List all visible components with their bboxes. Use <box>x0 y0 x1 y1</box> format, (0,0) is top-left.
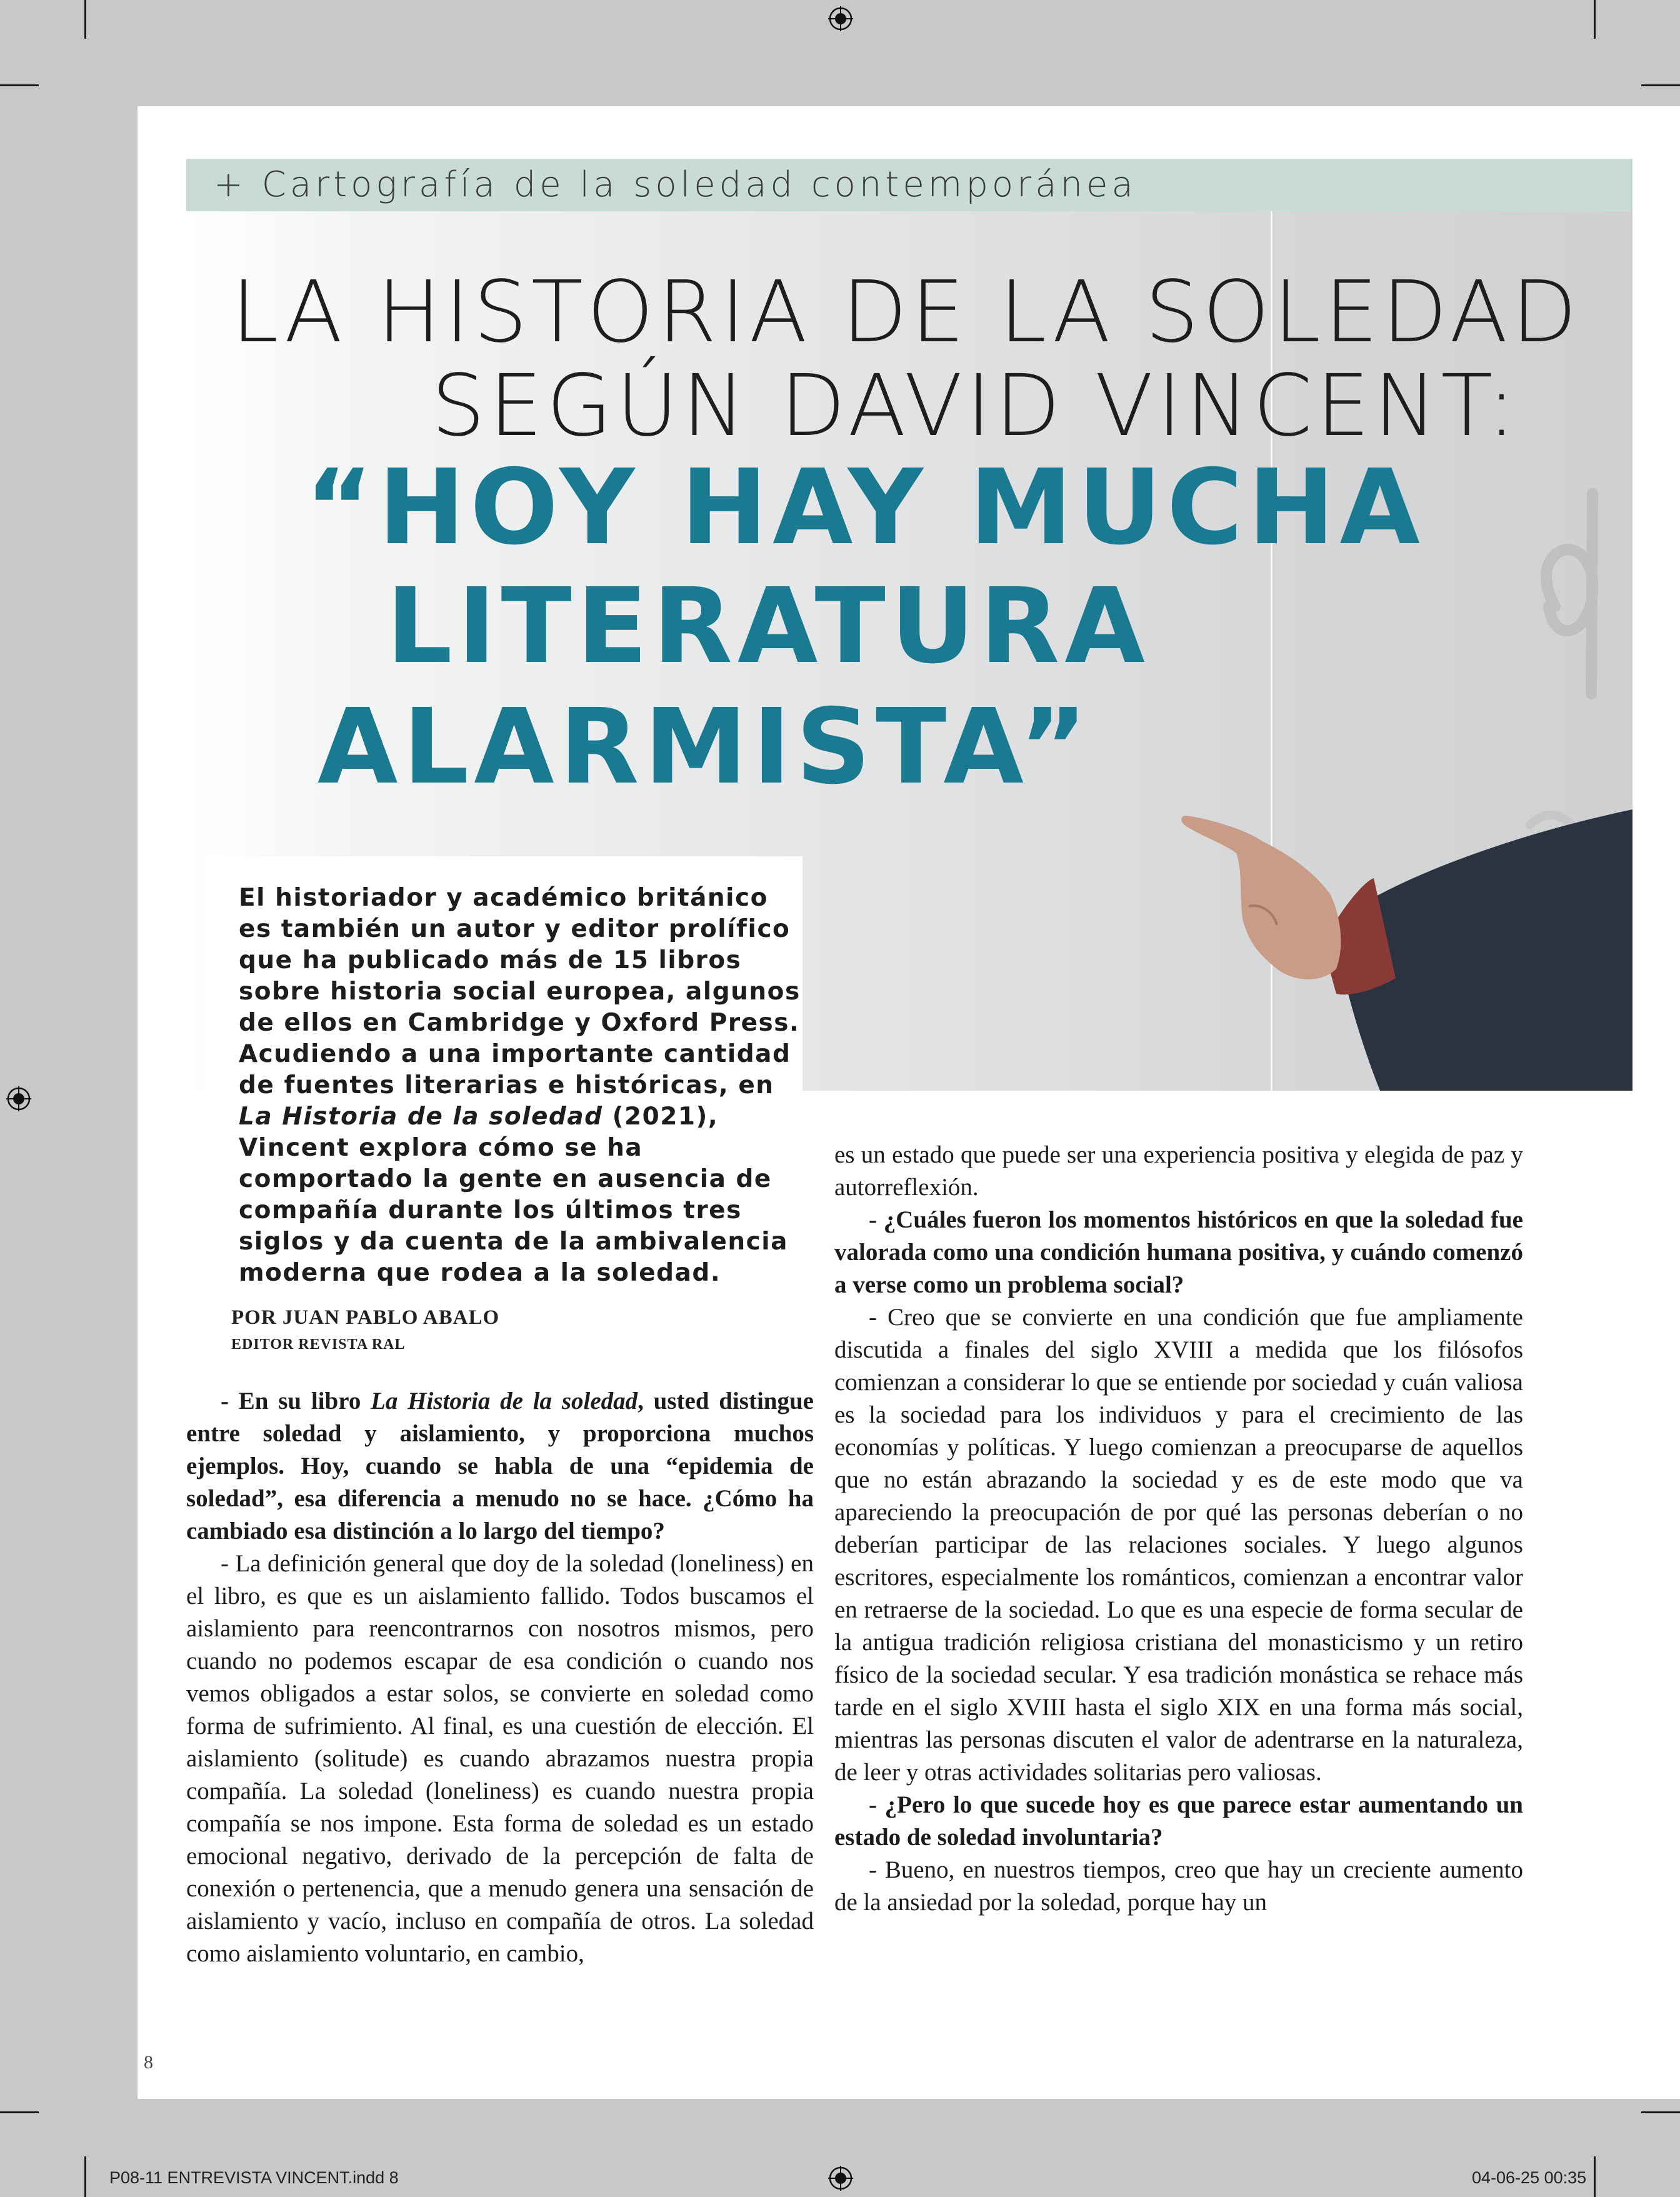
section-header: + Cartografía de la soledad contemporánea <box>186 159 1632 211</box>
page-number: 8 <box>144 2052 153 2073</box>
answer-1-continued: es un estado que puede ser una experiencia positiva y elegida de paz y autorreflexión. <box>834 1141 1523 1201</box>
crop-mark <box>0 2111 39 2113</box>
slug-date: 04-06-25 00:35 <box>1472 2168 1587 2187</box>
question-2: - ¿Cuáles fueron los momentos históricos en que la soledad fue valorada como una condición humana positiva, y cuándo comenzó a verse como un problema social? <box>834 1206 1523 1298</box>
crop-mark <box>84 2156 86 2197</box>
headline-line-2: SEGÚN DAVID VINCENT: <box>431 357 1520 456</box>
crop-mark <box>1594 0 1596 39</box>
magazine-page <box>138 106 1680 2099</box>
registration-mark-icon <box>828 6 853 31</box>
question-3: - ¿Pero lo que sucede hoy es que parece estar aumentando un estado de soledad involuntaria? <box>834 1791 1523 1851</box>
crop-mark <box>1641 2111 1680 2113</box>
answer-1: - La definición general que doy de la soledad (loneliness) en el libro, es que es un aislamiento fallido. Todos buscamos el aislamiento para reencontrarnos con nosotros mismos, pero cuando no podemos escapar de esa condición o cuando nos vemos obligados a estar solos, se convierte en soledad como forma de sufrimiento. Al final, es una cuestión de elección. El aislamiento (solitude) es cuando abrazamos nuestra propia compañía. La soledad (loneliness) es cuando nuestra propia compañía se nos impone. Esta forma de soledad es un estado emocional negativo, derivado de la percepción de falta de conexión o pertenencia, que a menudo genera una sensación de aislamiento y vacío, incluso en compañía de otros. La soledad como aislamiento voluntario, en cambio, <box>186 1550 814 1967</box>
registration-mark-icon <box>6 1086 31 1111</box>
answer-3: - Bueno, en nuestros tiempos, creo que hay un creciente aumento de la ansiedad por la soledad, porque hay un <box>834 1856 1523 1916</box>
headline-line-1: LA HISTORIA DE LA SOLEDAD <box>231 263 1581 362</box>
crop-mark <box>0 84 39 86</box>
byline-author: POR JUAN PABLO ABALO <box>231 1306 500 1329</box>
registration-mark-icon <box>828 2166 853 2191</box>
left-column <box>186 1385 814 1970</box>
headline-quote-1: “HOY HAY MUCHA <box>305 448 1425 568</box>
question-1: - En su libro La Historia de la soledad, usted distingue entre soledad y aislamiento, y proporciona muchos ejemplos. Hoy, cuando se habla de una “epidemia de soledad”, esa diferencia a menudo no se hace. ¿Cómo ha cambiado esa distinción a lo largo del tiempo? <box>186 1388 814 1544</box>
crop-mark <box>1641 84 1680 86</box>
right-column <box>834 1139 1523 1919</box>
byline-role: EDITOR REVISTA RAL <box>231 1336 406 1353</box>
crop-mark <box>1594 2156 1596 2197</box>
intro-text: El historiador y académico británico es también un autor y editor prolífico que ha publicado más de 15 libros sobre historia social europea, algunos de ellos en Cambridge y Oxford Press. Acudiendo a una importante cantidad de fuentes literarias e históricas, en La Historia de la soledad (2021), Vincent explora cómo se ha comportado la gente en ausencia de compañía durante los últimos tres siglos y da cuenta de la ambivalencia moderna que rodea a la soledad. <box>239 884 801 1287</box>
crop-mark <box>84 0 86 39</box>
headline-quote-2: LITERATURA <box>386 566 1150 687</box>
slug-filename: P08-11 ENTREVISTA VINCENT.indd 8 <box>109 2168 399 2187</box>
headline-quote-3: ALARMISTA” <box>318 687 1092 808</box>
answer-2: - Creo que se convierte en una condición que fue ampliamente discutida a finales del siglo XVIII a medida que los filósofos comienzan a considerar lo que se entiende por sociedad y cuán valiosa es la sociedad para los individuos y para el crecimiento de las economías y políticas. Y luego comienzan a preocuparse de aquellos que no están abrazando la sociedad y es de este modo que va apareciendo la preocupación de por qué las personas deberían o no deberían participar de las relaciones sociales. Y luego algunos escritores, especialmente los románticos, comienzan a encontrar valor en retraerse de la sociedad. Lo que es una especie de forma secular de la antigua tradición religiosa cristiana del monasticismo y un retiro físico de la sociedad secular. Y esa tradición monástica se rehace más tarde en el siglo XVIII hasta el siglo XIX en una forma más social, mientras las personas discuten el valor de adentrarse en la naturaleza, de leer y otras actividades solitarias pero valiosas. <box>834 1304 1523 1786</box>
